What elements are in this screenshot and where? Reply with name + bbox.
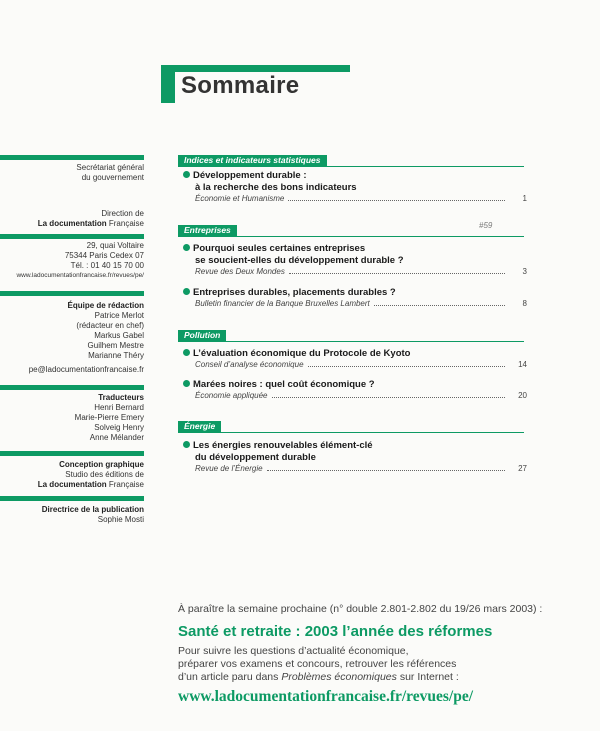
address-block bbox=[0, 241, 144, 281]
section-label-pollution: Pollution bbox=[178, 330, 226, 341]
divider bbox=[0, 291, 144, 296]
secretariat-line: du gouvernement bbox=[81, 173, 144, 182]
page-number: 3 bbox=[522, 267, 527, 276]
page-number: 20 bbox=[518, 391, 527, 400]
website-link[interactable]: www.ladocumentationfrancaise.fr/revues/pe/ bbox=[16, 272, 144, 279]
design-block bbox=[0, 460, 144, 490]
toc-entry-source: Économie et Humanisme 1 bbox=[195, 194, 527, 203]
section-rule bbox=[178, 166, 524, 167]
promo-line: d’un article paru dans Problèmes économiques sur Internet : bbox=[178, 671, 459, 683]
translators-block bbox=[0, 393, 144, 443]
toc-entry-title: Pourquoi seules certaines entreprises bbox=[183, 243, 527, 255]
page-title: Sommaire bbox=[181, 72, 300, 99]
staff-role: (rédacteur en chef) bbox=[76, 321, 144, 330]
direction-line: Direction de bbox=[101, 209, 144, 218]
publication-director: Sophie Mosti bbox=[97, 515, 144, 524]
design-line: Studio des éditions de bbox=[65, 470, 144, 479]
publication-block bbox=[0, 505, 144, 525]
promo-line: Pour suivre les questions d’actualité économique, bbox=[178, 645, 409, 657]
bullet-icon bbox=[183, 441, 190, 448]
translator-name: Marie-Pierre Emery bbox=[74, 413, 144, 422]
translator-name: Solveig Henry bbox=[94, 423, 144, 432]
toc-entry[interactable] bbox=[183, 379, 527, 401]
redaction-heading: Équipe de rédaction bbox=[67, 301, 144, 310]
address-line: 75344 Paris Cedex 07 bbox=[64, 251, 144, 260]
design-heading: Conception graphique bbox=[59, 460, 144, 469]
toc-entry[interactable] bbox=[183, 243, 527, 277]
staff-name: Patrice Merlot bbox=[94, 311, 144, 320]
next-issue-headline: Santé et retraite : 2003 l’année des réformes bbox=[178, 623, 493, 640]
translator-name: Anne Mélander bbox=[89, 433, 144, 442]
staff-name: Markus Gabel bbox=[94, 331, 144, 340]
translators-heading: Traducteurs bbox=[98, 393, 144, 402]
toc-entry-source: Revue de l’Énergie 27 bbox=[195, 464, 527, 473]
handwritten-mark: #59 bbox=[479, 221, 493, 230]
section-label-indices: Indices et indicateurs statistiques bbox=[178, 155, 327, 166]
toc-entry-source: Bulletin financier de la Banque Bruxelles Lambert 8 bbox=[195, 299, 527, 308]
toc-entry-title-line: se soucient-elles du développement durable ? bbox=[195, 255, 404, 266]
toc-entry[interactable] bbox=[183, 440, 527, 474]
divider bbox=[0, 155, 144, 160]
divider bbox=[0, 496, 144, 501]
section-rule bbox=[178, 236, 524, 237]
bullet-icon bbox=[183, 349, 190, 356]
toc-entry-source: Revue des Deux Mondes 3 bbox=[195, 267, 527, 276]
website-url-link[interactable]: www.ladocumentationfrancaise.fr/revues/pe/ bbox=[178, 688, 474, 705]
staff-name: Guilhem Mestre bbox=[87, 341, 144, 350]
toc-entry-title: L’évaluation économique du Protocole de Kyoto bbox=[183, 348, 527, 360]
title-accent-bar bbox=[161, 65, 350, 72]
toc-entry-title-line: à la recherche des bons indicateurs bbox=[195, 182, 357, 193]
page-number: 8 bbox=[522, 299, 527, 308]
email-link[interactable]: pe@ladocumentationfrancaise.fr bbox=[28, 365, 144, 374]
toc-entry-source: Économie appliquée 20 bbox=[195, 391, 527, 400]
bullet-icon bbox=[183, 288, 190, 295]
bullet-icon bbox=[183, 244, 190, 251]
secretariat-line: Secrétariat général bbox=[76, 163, 144, 172]
promo-line: préparer vos examens et concours, retrouver les références bbox=[178, 658, 457, 670]
address-line: 29, quai Voltaire bbox=[86, 241, 144, 250]
translator-name: Henri Bernard bbox=[94, 403, 144, 412]
direction-org: La documentation Française bbox=[37, 219, 144, 228]
direction-block bbox=[0, 209, 144, 229]
publication-heading: Directrice de la publication bbox=[41, 505, 144, 514]
bullet-icon bbox=[183, 380, 190, 387]
section-rule bbox=[178, 432, 524, 433]
toc-entry-title: Marées noires : quel coût économique ? bbox=[183, 379, 527, 391]
toc-entry-title: Les énergies renouvelables élément-clé bbox=[183, 440, 527, 452]
design-org: La documentation Française bbox=[37, 480, 144, 489]
bullet-icon bbox=[183, 171, 190, 178]
divider bbox=[0, 234, 144, 239]
phone: Tél. : 01 40 15 70 00 bbox=[70, 261, 144, 270]
title-accent-side bbox=[161, 65, 175, 103]
page-number: 27 bbox=[518, 464, 527, 473]
section-label-entreprises: Entreprises bbox=[178, 225, 237, 236]
page-number: 1 bbox=[522, 194, 527, 203]
secretariat-block bbox=[0, 163, 144, 183]
section-label-energie: Énergie bbox=[178, 421, 221, 432]
toc-entry-title: Entreprises durables, placements durables ? bbox=[183, 287, 527, 299]
toc-entry-source: Conseil d’analyse économique 14 bbox=[195, 360, 527, 369]
toc-entry-title-line: du développement durable bbox=[195, 452, 316, 463]
promo-text bbox=[178, 645, 598, 684]
toc-entry[interactable] bbox=[183, 170, 527, 204]
toc-entry[interactable] bbox=[183, 287, 527, 309]
divider bbox=[0, 451, 144, 456]
announcement: À paraître la semaine prochaine (n° double 2.801-2.802 du 19/26 mars 2003) : bbox=[178, 603, 543, 615]
section-rule bbox=[178, 341, 524, 342]
redaction-block bbox=[0, 301, 144, 361]
page-number: 14 bbox=[518, 360, 527, 369]
staff-name: Marianne Théry bbox=[88, 351, 144, 360]
divider bbox=[0, 385, 144, 390]
toc-entry-title: Développement durable : bbox=[183, 170, 527, 182]
toc-entry[interactable] bbox=[183, 348, 527, 370]
